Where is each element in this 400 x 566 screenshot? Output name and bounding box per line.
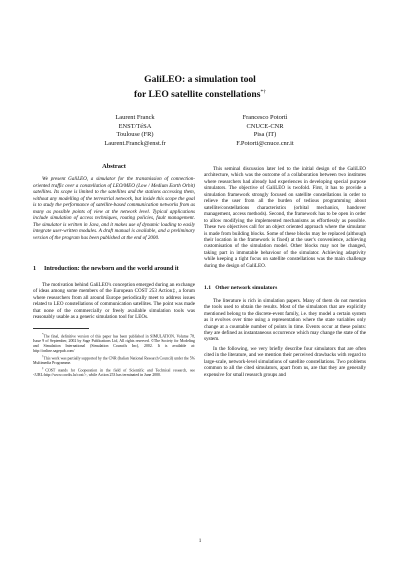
intro-paragraph: The motivation behind GaliLEO's conception emerged during an exchange of ideas among some members of the European COST 253 Action‡, a forum where researchers from all around Europe periodically meet to address issues related to LEO constellations of communication satellites. The point was made that none of the commercially or freely available simulation tools was reasonably usable as a generic simulation tool for LEOs. [33,281,195,321]
section-number: 1 [33,264,37,272]
footnote: ‡COST stands for Cooperation in the field of Scientific and Technical research, see <URL:http://www.cordis.lu/cost/>, while Action 253 has terminated in June 2000. [33,365,195,377]
author-org: CNUCE-CNR [246,122,284,130]
author-block-1 [70,114,200,148]
title-line-1: GaliLEO: a simulation tool [144,74,256,85]
author-block-2 [200,114,330,148]
body-paragraph: In the following, we very briefly describe four simulators that are often cited in the literature, and we mention their perceived drawbacks with regard to large-scale, network-level simulations of satellite constellations. Two problems common to all the cited simulators, apart from ns, are that they are generally expensive for small research groups and [204,345,366,378]
page-number: 1 [198,538,202,544]
author-org: ENST/TéSA [118,122,152,130]
paper-title [60,74,340,101]
author-name: Francesco Potortì [242,114,288,121]
title-line-2: for LEO satellite constellations*† [134,89,266,101]
body-paragraph: The literature is rich in simulation papers. Many of them do not mention the tools used to obtain the results. Most of the simulators that are explicitly mentioned belong to the discrete-event family, i.e. they model a certain system as it evolves over time using a representation where the state variables only change at a countable number of points in time. Events occur at these points: they are defined as instantaneous occurrence which may change the state of the system. [204,297,366,343]
footnote: †This work was partially supported by the CNR (Italian National Research Council) under the 5% Multimedia Programme. [33,353,195,365]
author-name: Laurent Franck [115,114,155,121]
author-place: Pisa (IT) [253,131,277,139]
subsection-heading [204,285,366,291]
footnote: *The final, definitive version of this paper has been published in SIMULATION, Volume 78, Issue 9 of September, 2002 by Sage Publications Ltd, All rights reserved. ©The Society for Modeling and Simulation International (Simulation Councils Inc), 2002. It is available at: http://online.sagepub.com/ [33,331,195,353]
author-place: Toulouse (FR) [116,131,154,139]
abstract-heading: Abstract [102,163,126,170]
footnote-rule [33,328,89,329]
left-column [33,164,195,378]
author-email: F.Potorti@cnuce.cnr.it [236,139,294,147]
author-email: Laurent.Franck@enst.fr [104,139,166,147]
title-footnote-mark: *† [260,89,266,95]
subsection-number: 1.1 [204,285,211,292]
right-column [204,166,366,378]
abstract-text: We present GaliLEO, a simulator for the transmission of connection-oriented traffic over a constellation of LEO/MEO (Low / Medium Earth Orbit) satellites. Its scope is limited to the satellites and the stations accessing them, without any modelling of the terrestrial network, but inside this scope the goal is to study the performance of satellite-based communication networks from as many as possible points of view at the network level. Typical applications include simulation of access techniques, routing policies, fault management. The simulator is written in Java, and it makes use of dynamic loading to easily integrate user-written modules. A draft manual is available, and a preliminary version of the program has been published at the end of 2000. [33,176,195,241]
subsection-title: Other network simulators [215,285,278,292]
section-title: Introduction: the newborn and the world around it [44,264,179,272]
body-paragraph: This seminal discussion later led to the initial design of the GaliLEO architecture, which was the outcome of a collaboration between two institutes where researchers had already had experiences in developing special purpose simulators. The objective of GaliLEO is twofold. First, it has to provide a simulation framework strongly focused on satellite constellations in order to relieve the user from all the burden of tedious programming about satellite/constellations characteristics (orbital mechanics, handover management, access methods). Second, the framework has to be open in order to allow modifying the implemented mechanisms as effortlessly as possible. These two objectives call for an object oriented approach where the simulator is made from building blocks. Some of these blocks may be replaced (although their location in the framework is fixed) at the user's convenience, achieving customisation of the simulation model. Other blocks may not be changed, taking part in immutable behaviour of the simulator. Achieving adaptivity while keeping a tight focus on satellite constellations was the main challenge during the design of GaliLEO. [204,166,366,269]
section-heading [33,265,195,273]
